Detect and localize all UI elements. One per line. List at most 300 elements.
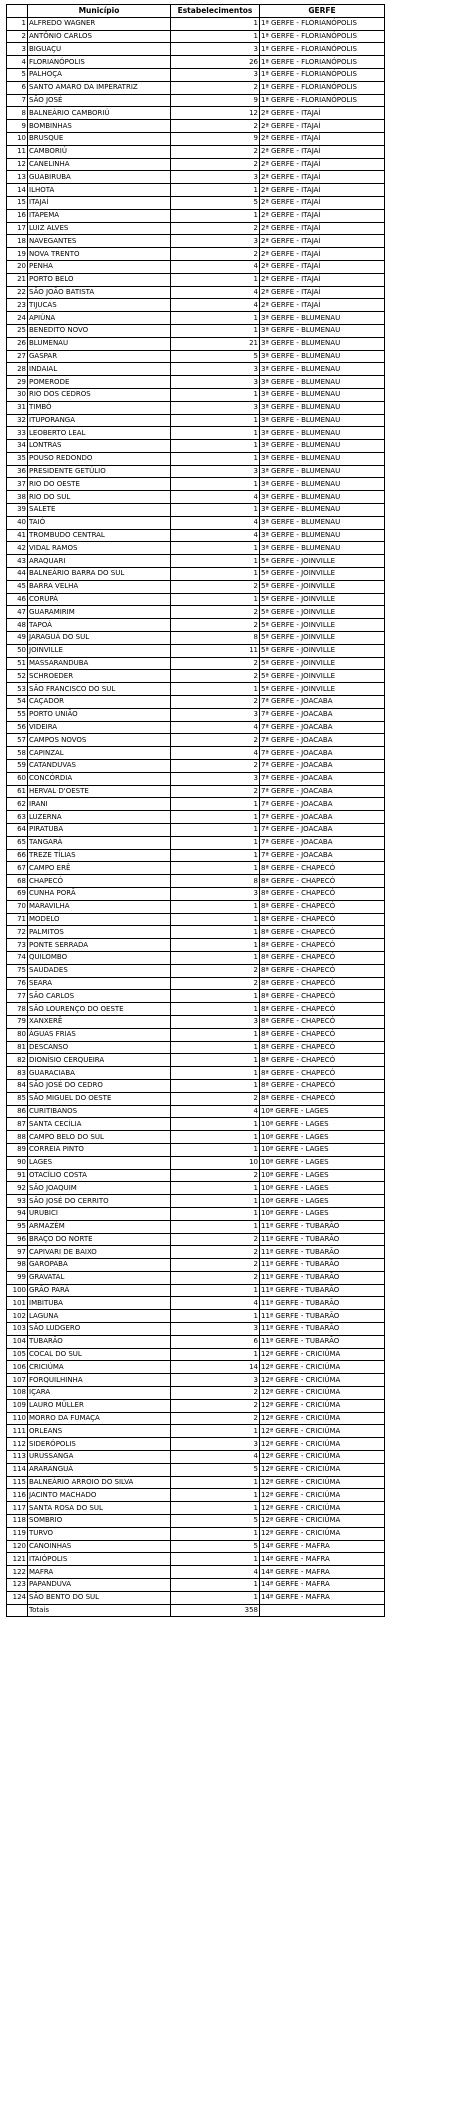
table-row [7, 1515, 385, 1528]
row-gerfe: 12ª GERFE - CRICIÚMA [260, 1387, 385, 1400]
table-row [7, 196, 385, 209]
row-estabelecimentos: 2 [171, 657, 260, 670]
row-estabelecimentos: 1 [171, 1182, 260, 1195]
row-gerfe: 3ª GERFE - BLUMENAU [260, 388, 385, 401]
row-estabelecimentos: 2 [171, 1246, 260, 1259]
row-num: 48 [7, 619, 28, 632]
row-estabelecimentos: 3 [171, 171, 260, 184]
row-estabelecimentos: 4 [171, 491, 260, 504]
table-row [7, 248, 385, 261]
table-row [7, 158, 385, 171]
row-num: 107 [7, 1374, 28, 1387]
row-gerfe: 14ª GERFE - MAFRA [260, 1566, 385, 1579]
row-estabelecimentos: 4 [171, 299, 260, 312]
table-row [7, 1182, 385, 1195]
row-municipio: SÃO CARLOS [28, 990, 171, 1003]
row-num: 84 [7, 1079, 28, 1092]
row-municipio: CATANDUVAS [28, 760, 171, 773]
row-estabelecimentos: 2 [171, 145, 260, 158]
row-municipio: SCHROEDER [28, 670, 171, 683]
row-gerfe: 7ª GERFE - JOACABA [260, 811, 385, 824]
row-estabelecimentos: 2 [171, 760, 260, 773]
row-municipio: POUSO REDONDO [28, 452, 171, 465]
table-row [7, 1169, 385, 1182]
row-estabelecimentos: 2 [171, 120, 260, 133]
row-gerfe: 8ª GERFE - CHAPECÓ [260, 862, 385, 875]
row-estabelecimentos: 1 [171, 440, 260, 453]
row-municipio: MARAVILHA [28, 900, 171, 913]
row-estabelecimentos: 1 [171, 273, 260, 286]
row-estabelecimentos: 5 [171, 1515, 260, 1528]
table-row [7, 120, 385, 133]
row-gerfe: 10ª GERFE - LAGES [260, 1156, 385, 1169]
row-gerfe: 8ª GERFE - CHAPECÓ [260, 1067, 385, 1080]
row-gerfe: 8ª GERFE - CHAPECÓ [260, 900, 385, 913]
table-row [7, 811, 385, 824]
row-municipio: BENEDITO NOVO [28, 324, 171, 337]
row-estabelecimentos: 4 [171, 1105, 260, 1118]
table-row [7, 1412, 385, 1425]
row-num: 121 [7, 1553, 28, 1566]
row-municipio: ITAJAÍ [28, 196, 171, 209]
row-num: 119 [7, 1527, 28, 1540]
row-gerfe: 1ª GERFE - FLORIANÓPOLIS [260, 81, 385, 94]
row-municipio: ALFREDO WAGNER [28, 17, 171, 30]
row-municipio: CANOINHAS [28, 1540, 171, 1553]
table-row [7, 875, 385, 888]
row-municipio: JOINVILLE [28, 644, 171, 657]
table-row [7, 1387, 385, 1400]
table-row [7, 1451, 385, 1464]
row-estabelecimentos: 1 [171, 1489, 260, 1502]
row-estabelecimentos: 3 [171, 43, 260, 56]
row-estabelecimentos: 4 [171, 516, 260, 529]
row-gerfe: 2ª GERFE - ITAJAÍ [260, 107, 385, 120]
row-num: 85 [7, 1092, 28, 1105]
row-gerfe: 3ª GERFE - BLUMENAU [260, 478, 385, 491]
row-num: 42 [7, 542, 28, 555]
table-row [7, 824, 385, 837]
row-gerfe: 2ª GERFE - ITAJAÍ [260, 286, 385, 299]
row-gerfe: 3ª GERFE - BLUMENAU [260, 376, 385, 389]
row-gerfe: 10ª GERFE - LAGES [260, 1131, 385, 1144]
table-row [7, 516, 385, 529]
row-gerfe: 5ª GERFE - JOINVILLE [260, 670, 385, 683]
row-municipio: PALMITOS [28, 926, 171, 939]
table-row [7, 606, 385, 619]
row-estabelecimentos: 3 [171, 465, 260, 478]
row-municipio: LAGUNA [28, 1310, 171, 1323]
table-row [7, 465, 385, 478]
row-municipio: MODELO [28, 913, 171, 926]
row-gerfe: 10ª GERFE - LAGES [260, 1143, 385, 1156]
row-num: 2 [7, 30, 28, 43]
row-municipio: URUSSANGA [28, 1451, 171, 1464]
municipalities-table [6, 4, 385, 1617]
table-row [7, 1156, 385, 1169]
table-row [7, 785, 385, 798]
table-row [7, 1015, 385, 1028]
row-gerfe: 2ª GERFE - ITAJAÍ [260, 260, 385, 273]
row-municipio: CAPIVARI DE BAIXO [28, 1246, 171, 1259]
row-gerfe: 12ª GERFE - CRICIÚMA [260, 1515, 385, 1528]
table-row [7, 1092, 385, 1105]
row-num: 44 [7, 568, 28, 581]
row-estabelecimentos: 3 [171, 1438, 260, 1451]
row-estabelecimentos: 1 [171, 1118, 260, 1131]
row-municipio: SANTA CECÍLIA [28, 1118, 171, 1131]
table-row [7, 94, 385, 107]
table-row [7, 350, 385, 363]
row-estabelecimentos: 1 [171, 1079, 260, 1092]
row-estabelecimentos: 3 [171, 235, 260, 248]
table-row [7, 1527, 385, 1540]
row-gerfe: 8ª GERFE - CHAPECÓ [260, 951, 385, 964]
row-num: 69 [7, 887, 28, 900]
table-row [7, 1220, 385, 1233]
row-estabelecimentos: 8 [171, 875, 260, 888]
row-municipio: BOMBINHAS [28, 120, 171, 133]
row-municipio: NOVA TRENTO [28, 248, 171, 261]
table-row [7, 1374, 385, 1387]
table-row [7, 1297, 385, 1310]
row-gerfe: 12ª GERFE - CRICIÚMA [260, 1399, 385, 1412]
row-municipio: ÁGUAS FRIAS [28, 1028, 171, 1041]
row-estabelecimentos: 1 [171, 1425, 260, 1438]
row-municipio: BRUSQUE [28, 132, 171, 145]
row-municipio: CUNHA PORÃ [28, 887, 171, 900]
row-gerfe: 8ª GERFE - CHAPECÓ [260, 1028, 385, 1041]
row-gerfe: 8ª GERFE - CHAPECÓ [260, 875, 385, 888]
row-municipio: SÃO BENTO DO SUL [28, 1591, 171, 1604]
row-gerfe: 12ª GERFE - CRICIÚMA [260, 1476, 385, 1489]
row-gerfe: 7ª GERFE - JOACABA [260, 772, 385, 785]
row-estabelecimentos: 4 [171, 747, 260, 760]
row-num: 38 [7, 491, 28, 504]
row-gerfe: 8ª GERFE - CHAPECÓ [260, 939, 385, 952]
row-estabelecimentos: 1 [171, 30, 260, 43]
row-estabelecimentos: 1 [171, 542, 260, 555]
row-municipio: SÃO JOSÉ DO CEDRO [28, 1079, 171, 1092]
table-row [7, 1310, 385, 1323]
row-estabelecimentos: 1 [171, 1041, 260, 1054]
row-num: 34 [7, 440, 28, 453]
table-row [7, 1003, 385, 1016]
row-num: 93 [7, 1195, 28, 1208]
row-num: 35 [7, 452, 28, 465]
row-gerfe: 8ª GERFE - CHAPECÓ [260, 1092, 385, 1105]
table-row [7, 734, 385, 747]
row-gerfe: 8ª GERFE - CHAPECÓ [260, 887, 385, 900]
row-num: 117 [7, 1502, 28, 1515]
row-estabelecimentos: 1 [171, 1591, 260, 1604]
table-row [7, 862, 385, 875]
row-num: 57 [7, 734, 28, 747]
row-estabelecimentos: 4 [171, 721, 260, 734]
row-estabelecimentos: 2 [171, 1092, 260, 1105]
row-num: 77 [7, 990, 28, 1003]
table-row [7, 1233, 385, 1246]
row-municipio: SÃO JOAQUIM [28, 1182, 171, 1195]
row-gerfe: 3ª GERFE - BLUMENAU [260, 414, 385, 427]
row-gerfe: 3ª GERFE - BLUMENAU [260, 491, 385, 504]
row-municipio: VIDEIRA [28, 721, 171, 734]
row-estabelecimentos: 1 [171, 452, 260, 465]
row-gerfe: 3ª GERFE - BLUMENAU [260, 542, 385, 555]
row-num: 82 [7, 1054, 28, 1067]
table-row [7, 1246, 385, 1259]
row-gerfe: 5ª GERFE - JOINVILLE [260, 683, 385, 696]
table-row [7, 721, 385, 734]
row-num: 75 [7, 964, 28, 977]
table-row [7, 145, 385, 158]
row-estabelecimentos: 1 [171, 1348, 260, 1361]
row-num: 103 [7, 1323, 28, 1336]
row-municipio: CAMPO ERÊ [28, 862, 171, 875]
row-num: 111 [7, 1425, 28, 1438]
table-row [7, 1502, 385, 1515]
row-municipio: FLORIANÓPOLIS [28, 56, 171, 69]
row-estabelecimentos: 2 [171, 580, 260, 593]
row-municipio: PIRATUBA [28, 824, 171, 837]
row-gerfe: 3ª GERFE - BLUMENAU [260, 350, 385, 363]
row-gerfe: 2ª GERFE - ITAJAÍ [260, 132, 385, 145]
row-gerfe: 11ª GERFE - TUBARÃO [260, 1233, 385, 1246]
row-gerfe: 3ª GERFE - BLUMENAU [260, 363, 385, 376]
row-gerfe: 7ª GERFE - JOACABA [260, 836, 385, 849]
row-estabelecimentos: 1 [171, 939, 260, 952]
table-row [7, 939, 385, 952]
row-municipio: ANTÔNIO CARLOS [28, 30, 171, 43]
row-estabelecimentos: 3 [171, 401, 260, 414]
row-gerfe: 3ª GERFE - BLUMENAU [260, 427, 385, 440]
table-row [7, 235, 385, 248]
row-municipio: SÃO JOSÉ [28, 94, 171, 107]
row-gerfe: 11ª GERFE - TUBARÃO [260, 1310, 385, 1323]
table-row [7, 670, 385, 683]
row-gerfe: 12ª GERFE - CRICIÚMA [260, 1425, 385, 1438]
row-num: 41 [7, 529, 28, 542]
row-estabelecimentos: 1 [171, 951, 260, 964]
header-gerfe: GERFE [260, 5, 385, 18]
row-municipio: COCAL DO SUL [28, 1348, 171, 1361]
row-estabelecimentos: 1 [171, 811, 260, 824]
table-row [7, 209, 385, 222]
row-municipio: TIJUCAS [28, 299, 171, 312]
row-num: 88 [7, 1131, 28, 1144]
table-row [7, 491, 385, 504]
table-row [7, 1540, 385, 1553]
row-municipio: TURVO [28, 1527, 171, 1540]
row-num: 105 [7, 1348, 28, 1361]
row-municipio: VIDAL RAMOS [28, 542, 171, 555]
table-row [7, 171, 385, 184]
row-estabelecimentos: 2 [171, 734, 260, 747]
row-num: 102 [7, 1310, 28, 1323]
row-gerfe: 2ª GERFE - ITAJAÍ [260, 145, 385, 158]
row-gerfe: 7ª GERFE - JOACABA [260, 721, 385, 734]
row-num: 81 [7, 1041, 28, 1054]
row-municipio: TAPOÁ [28, 619, 171, 632]
row-gerfe: 14ª GERFE - MAFRA [260, 1553, 385, 1566]
row-num: 37 [7, 478, 28, 491]
table-row [7, 81, 385, 94]
row-gerfe: 11ª GERFE - TUBARÃO [260, 1246, 385, 1259]
table-row [7, 1591, 385, 1604]
row-municipio: LEOBERTO LEAL [28, 427, 171, 440]
table-row [7, 913, 385, 926]
row-num: 3 [7, 43, 28, 56]
row-municipio: IRANI [28, 798, 171, 811]
row-num: 12 [7, 158, 28, 171]
row-municipio: MAFRA [28, 1566, 171, 1579]
row-estabelecimentos: 2 [171, 1387, 260, 1400]
row-gerfe: 8ª GERFE - CHAPECÓ [260, 1079, 385, 1092]
row-estabelecimentos: 1 [171, 1028, 260, 1041]
row-municipio: LONTRAS [28, 440, 171, 453]
table-row [7, 452, 385, 465]
row-estabelecimentos: 9 [171, 94, 260, 107]
row-municipio: CORREIA PINTO [28, 1143, 171, 1156]
header-row [7, 5, 385, 18]
totals-gerfe [260, 1604, 385, 1617]
row-estabelecimentos: 1 [171, 824, 260, 837]
row-estabelecimentos: 3 [171, 1015, 260, 1028]
row-gerfe: 3ª GERFE - BLUMENAU [260, 504, 385, 517]
row-num: 115 [7, 1476, 28, 1489]
row-estabelecimentos: 6 [171, 1335, 260, 1348]
row-num: 14 [7, 184, 28, 197]
totals-row [7, 1604, 385, 1617]
row-num: 26 [7, 337, 28, 350]
table-row [7, 580, 385, 593]
row-num: 86 [7, 1105, 28, 1118]
row-municipio: IMBITUBA [28, 1297, 171, 1310]
row-gerfe: 7ª GERFE - JOACABA [260, 760, 385, 773]
row-gerfe: 14ª GERFE - MAFRA [260, 1591, 385, 1604]
header-num [7, 5, 28, 18]
row-estabelecimentos: 2 [171, 1259, 260, 1272]
row-estabelecimentos: 2 [171, 1399, 260, 1412]
table-row [7, 1067, 385, 1080]
row-gerfe: 3ª GERFE - BLUMENAU [260, 312, 385, 325]
row-num: 8 [7, 107, 28, 120]
table-row [7, 990, 385, 1003]
row-estabelecimentos: 3 [171, 772, 260, 785]
row-estabelecimentos: 2 [171, 248, 260, 261]
row-estabelecimentos: 5 [171, 196, 260, 209]
row-num: 46 [7, 593, 28, 606]
row-num: 80 [7, 1028, 28, 1041]
header-municipio: Município [28, 5, 171, 18]
row-municipio: IÇARA [28, 1387, 171, 1400]
row-num: 52 [7, 670, 28, 683]
table-row [7, 683, 385, 696]
row-gerfe: 3ª GERFE - BLUMENAU [260, 440, 385, 453]
row-municipio: SANTA ROSA DO SUL [28, 1502, 171, 1515]
row-estabelecimentos: 1 [171, 1553, 260, 1566]
row-municipio: GRAVATAL [28, 1271, 171, 1284]
row-municipio: CAMBORIÚ [28, 145, 171, 158]
row-gerfe: 5ª GERFE - JOINVILLE [260, 568, 385, 581]
table-row [7, 68, 385, 81]
row-gerfe: 7ª GERFE - JOACABA [260, 734, 385, 747]
row-estabelecimentos: 2 [171, 1169, 260, 1182]
row-num: 108 [7, 1387, 28, 1400]
row-gerfe: 7ª GERFE - JOACABA [260, 696, 385, 709]
row-estabelecimentos: 12 [171, 107, 260, 120]
row-estabelecimentos: 1 [171, 324, 260, 337]
row-municipio: CURITIBANOS [28, 1105, 171, 1118]
row-num: 56 [7, 721, 28, 734]
totals-num [7, 1604, 28, 1617]
row-estabelecimentos: 2 [171, 977, 260, 990]
row-estabelecimentos: 1 [171, 990, 260, 1003]
row-num: 36 [7, 465, 28, 478]
row-estabelecimentos: 4 [171, 1566, 260, 1579]
row-gerfe: 8ª GERFE - CHAPECÓ [260, 926, 385, 939]
table-row [7, 977, 385, 990]
table-row [7, 887, 385, 900]
row-num: 116 [7, 1489, 28, 1502]
table-row [7, 427, 385, 440]
row-municipio: PENHA [28, 260, 171, 273]
row-estabelecimentos: 2 [171, 81, 260, 94]
row-gerfe: 2ª GERFE - ITAJAÍ [260, 171, 385, 184]
table-row [7, 1348, 385, 1361]
row-municipio: SAUDADES [28, 964, 171, 977]
row-num: 118 [7, 1515, 28, 1528]
row-num: 123 [7, 1579, 28, 1592]
row-num: 15 [7, 196, 28, 209]
row-gerfe: 5ª GERFE - JOINVILLE [260, 657, 385, 670]
table-row [7, 568, 385, 581]
row-gerfe: 2ª GERFE - ITAJAÍ [260, 299, 385, 312]
row-num: 5 [7, 68, 28, 81]
row-estabelecimentos: 1 [171, 1220, 260, 1233]
table-row [7, 273, 385, 286]
table-row [7, 696, 385, 709]
row-gerfe: 7ª GERFE - JOACABA [260, 798, 385, 811]
row-gerfe: 1ª GERFE - FLORIANÓPOLIS [260, 68, 385, 81]
row-estabelecimentos: 1 [171, 414, 260, 427]
table-row [7, 708, 385, 721]
table-row [7, 1579, 385, 1592]
row-estabelecimentos: 2 [171, 1233, 260, 1246]
row-num: 100 [7, 1284, 28, 1297]
row-municipio: INDAIAL [28, 363, 171, 376]
row-estabelecimentos: 1 [171, 1527, 260, 1540]
table-row [7, 1463, 385, 1476]
table-row [7, 260, 385, 273]
table-row [7, 1399, 385, 1412]
row-num: 70 [7, 900, 28, 913]
header-estabelecimentos: Estabelecimentos [171, 5, 260, 18]
row-municipio: JARAGUÁ DO SUL [28, 632, 171, 645]
row-municipio: ARAQUARI [28, 555, 171, 568]
row-num: 101 [7, 1297, 28, 1310]
row-municipio: DIONÍSIO CERQUEIRA [28, 1054, 171, 1067]
table-row [7, 132, 385, 145]
table-row [7, 593, 385, 606]
row-municipio: TROMBUDO CENTRAL [28, 529, 171, 542]
row-gerfe: 5ª GERFE - JOINVILLE [260, 644, 385, 657]
row-municipio: GAROPABA [28, 1259, 171, 1272]
row-municipio: ILHOTA [28, 184, 171, 197]
row-gerfe: 12ª GERFE - CRICIÚMA [260, 1438, 385, 1451]
row-gerfe: 3ª GERFE - BLUMENAU [260, 516, 385, 529]
row-num: 64 [7, 824, 28, 837]
